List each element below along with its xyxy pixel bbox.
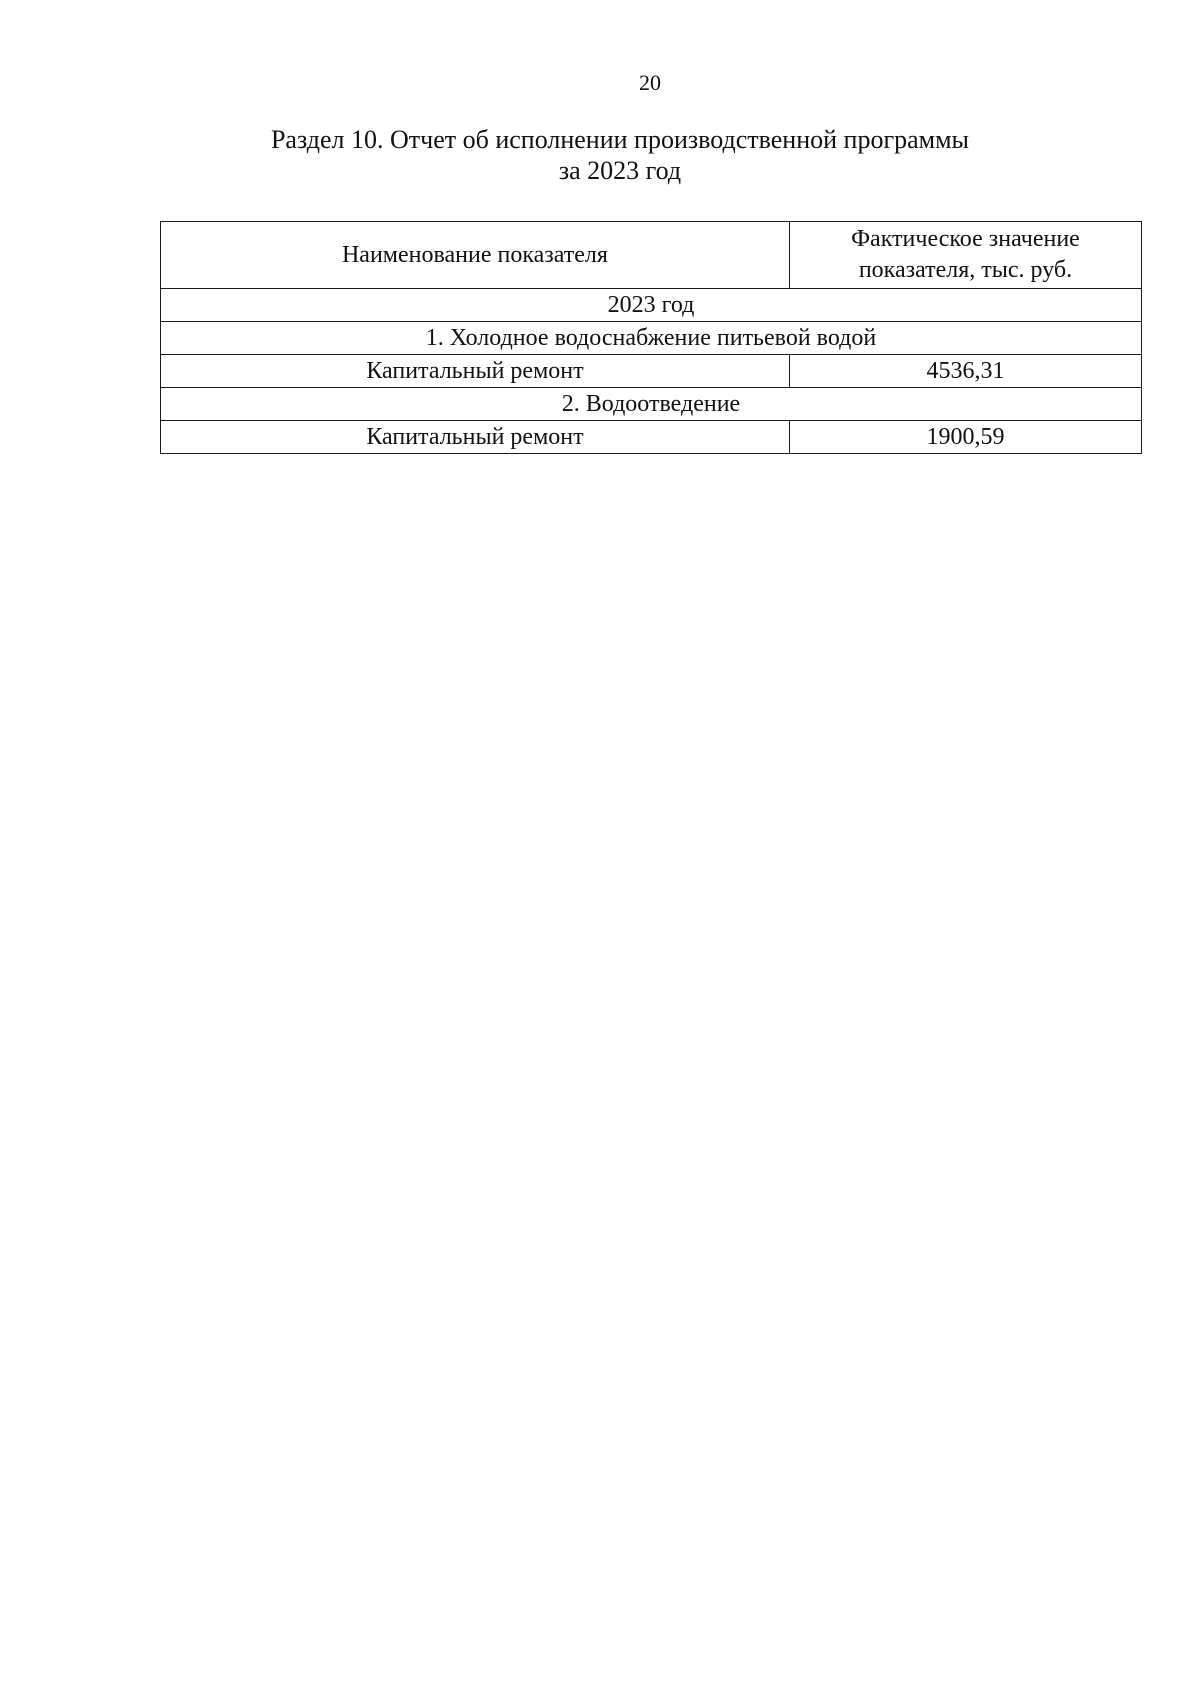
page-title-line-1: Раздел 10. Отчет об исполнении производственной программы — [270, 125, 970, 154]
report-table — [160, 221, 1142, 454]
section-row — [161, 388, 1142, 421]
table-header-row — [161, 222, 1142, 289]
row-name: Капитальный ремонт — [161, 421, 790, 454]
page-number: 20 — [639, 70, 661, 95]
page-title-line-2: за 2023 год — [558, 156, 682, 185]
table-row — [161, 355, 1142, 388]
table-row — [161, 421, 1142, 454]
header-actual-value: Фактическое значение показателя, тыс. руб. — [789, 222, 1141, 289]
year-row — [161, 289, 1142, 322]
page-title — [0, 124, 1200, 186]
section-row — [161, 322, 1142, 355]
row-value: 4536,31 — [789, 355, 1141, 388]
row-value: 1900,59 — [789, 421, 1141, 454]
header-indicator-name: Наименование показателя — [161, 222, 790, 289]
section-title-cold-water: 1. Холодное водоснабжение питьевой водой — [161, 322, 1142, 355]
row-name: Капитальный ремонт — [161, 355, 790, 388]
year-cell: 2023 год — [161, 289, 1142, 322]
section-title-wastewater: 2. Водоотведение — [161, 388, 1142, 421]
